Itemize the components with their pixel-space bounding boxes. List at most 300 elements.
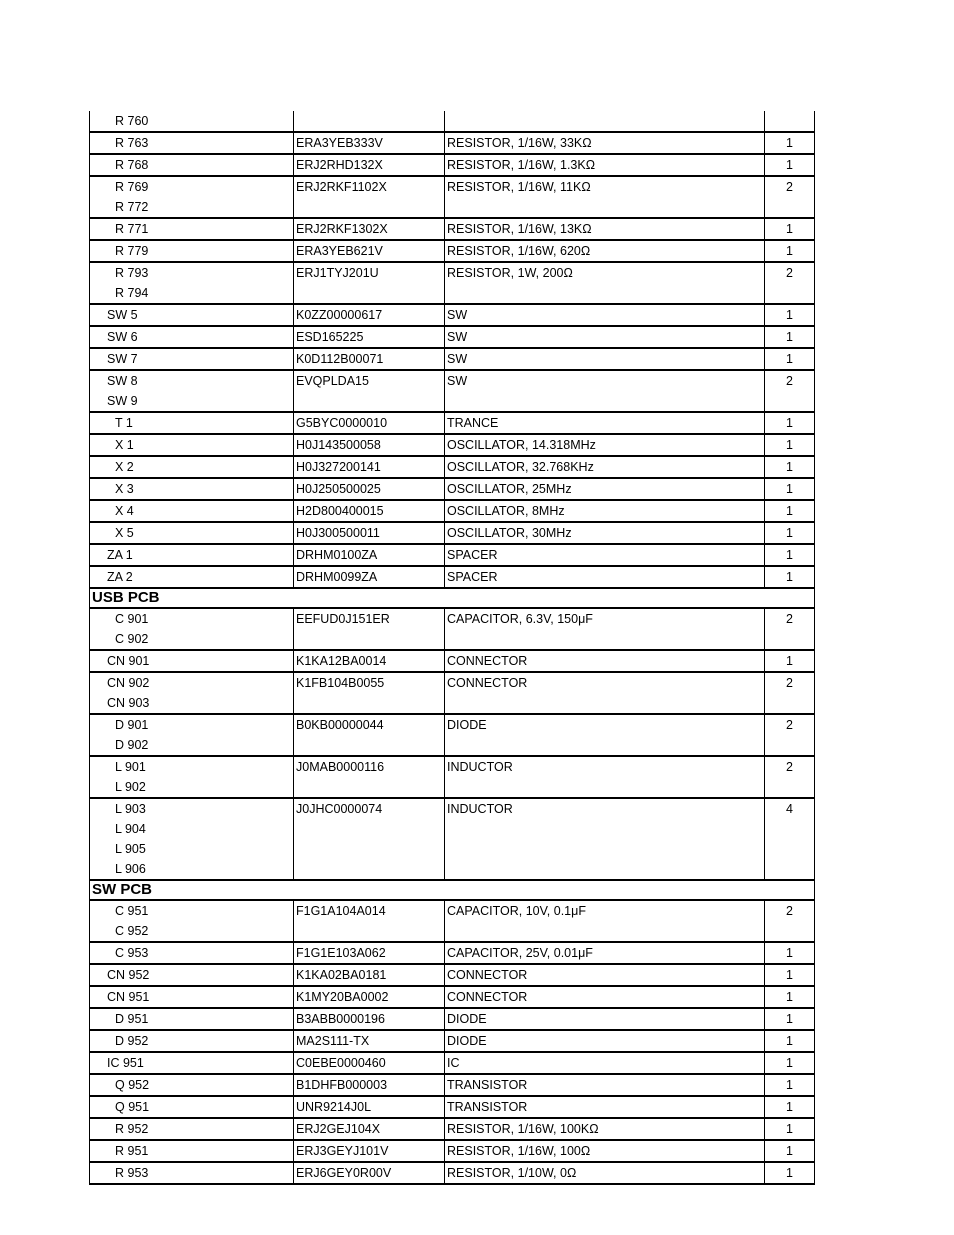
description-text: CAPACITOR, 10V, 0.1μF [447,904,586,918]
part-number-cell [294,942,445,964]
part-number-text: ERJ2RHD132X [296,158,383,172]
table-row [90,756,815,798]
reference-cell [90,218,294,240]
reference-designator: ZA 2 [107,570,133,584]
quantity-cell [765,964,815,986]
reference-designator: R 768 [115,158,149,172]
part-number-cell [294,714,445,756]
quantity-text: 1 [786,1012,793,1026]
reference-designator: C 953 [115,946,149,960]
reference-designator: D 952 [115,1034,149,1048]
part-number-text: J0JHC0000074 [296,802,383,816]
description-cell [445,370,765,412]
reference-cell [90,756,294,798]
description-text: RESISTOR, 1/16W, 1.3KΩ [447,158,596,172]
table-row [90,412,815,434]
reference-cell [90,1052,294,1074]
description-text: SW [447,330,468,344]
parts-list-body [90,111,815,1184]
reference-designator: IC 951 [107,1056,144,1070]
part-number-text: B3ABB0000196 [296,1012,385,1026]
quantity-text: 4 [786,802,793,816]
part-number-text: ERJ2RKF1302X [296,222,388,236]
reference-designator: C 952 [115,924,149,938]
reference-designator: L 901 [115,760,146,774]
quantity-text: 2 [786,676,793,690]
description-text: RESISTOR, 1/10W, 0Ω [447,1166,577,1180]
quantity-cell [765,500,815,522]
quantity-text: 2 [786,266,793,280]
reference-designator: CN 902 [107,676,150,690]
reference-cell [90,456,294,478]
table-row [90,1052,815,1074]
description-cell [445,500,765,522]
description-text: CAPACITOR, 25V, 0.01μF [447,946,593,960]
description-text: RESISTOR, 1/16W, 620Ω [447,244,591,258]
quantity-cell [765,370,815,412]
description-text: OSCILLATOR, 30MHz [447,526,572,540]
description-cell [445,326,765,348]
table-row [90,522,815,544]
description-cell [445,1030,765,1052]
part-number-cell [294,566,445,588]
quantity-text: 1 [786,222,793,236]
reference-designator: X 3 [115,482,134,496]
quantity-cell [765,900,815,942]
table-row [90,986,815,1008]
quantity-cell [765,942,815,964]
description-text: OSCILLATOR, 32.768KHz [447,460,594,474]
part-number-text: H2D800400015 [296,504,384,518]
reference-cell [90,326,294,348]
description-cell [445,566,765,588]
quantity-cell [765,326,815,348]
table-row [90,650,815,672]
part-number-text: ERJ6GEY0R00V [296,1166,392,1180]
table-row [90,942,815,964]
quantity-cell [765,608,815,650]
description-text: INDUCTOR [447,802,513,816]
description-text: SW [447,308,468,322]
quantity-cell [765,1118,815,1140]
reference-designator: T 1 [115,416,133,430]
description-text: TRANSISTOR [447,1100,528,1114]
quantity-text: 1 [786,482,793,496]
reference-designator: SW 5 [107,308,138,322]
description-text: INDUCTOR [447,760,513,774]
table-row [90,900,815,942]
part-number-text: MA2S111-TX [296,1034,370,1048]
part-number-text: ERJ3GEYJ101V [296,1144,389,1158]
part-number-cell [294,608,445,650]
reference-designator: R 763 [115,136,149,150]
table-row [90,500,815,522]
part-number-text: K1KA02BA0181 [296,968,387,982]
quantity-cell [765,714,815,756]
quantity-cell [765,544,815,566]
description-text: CONNECTOR [447,990,528,1004]
description-text: SW [447,352,468,366]
reference-designator: L 906 [115,862,146,876]
reference-cell [90,1140,294,1162]
description-cell [445,544,765,566]
reference-designator: X 4 [115,504,134,518]
part-number-cell [294,132,445,154]
table-row [90,798,815,880]
quantity-cell [765,522,815,544]
part-number-cell [294,1096,445,1118]
reference-designator: C 902 [115,632,149,646]
description-cell [445,1140,765,1162]
part-number-cell [294,111,445,132]
table-row [90,964,815,986]
quantity-text: 1 [786,330,793,344]
part-number-cell [294,262,445,304]
description-text: RESISTOR, 1/16W, 11KΩ [447,180,591,194]
quantity-cell [765,262,815,304]
description-text [445,111,764,131]
table-row [90,434,815,456]
quantity-cell [765,478,815,500]
reference-designator: L 904 [115,822,146,836]
part-number-cell [294,240,445,262]
section-title: USB PCB [90,588,815,608]
quantity-cell [765,1074,815,1096]
reference-designator: CN 952 [107,968,150,982]
quantity-cell [765,456,815,478]
quantity-cell [765,1030,815,1052]
reference-designator: SW 8 [107,374,138,388]
part-number-cell [294,522,445,544]
reference-cell [90,1162,294,1184]
reference-cell [90,1074,294,1096]
part-number-text: DRHM0100ZA [296,548,378,562]
part-number-cell [294,672,445,714]
table-row [90,218,815,240]
section-header-row [90,588,815,608]
part-number-text: DRHM0099ZA [296,570,378,584]
table-row [90,672,815,714]
part-number-text: EVQPLDA15 [296,374,369,388]
quantity-cell [765,672,815,714]
part-number-text: K1KA12BA0014 [296,654,387,668]
description-cell [445,478,765,500]
description-cell [445,650,765,672]
description-cell [445,1074,765,1096]
table-row [90,714,815,756]
table-row [90,111,815,132]
section-title: SW PCB [90,880,815,900]
section-header-row [90,880,815,900]
part-number-text: EEFUD0J151ER [296,612,390,626]
part-number-text: K0ZZ00000617 [296,308,383,322]
part-number-cell [294,176,445,218]
quantity-text: 1 [786,654,793,668]
reference-designator: CN 901 [107,654,150,668]
quantity-text: 1 [786,438,793,452]
quantity-text: 1 [786,504,793,518]
quantity-text: 2 [786,718,793,732]
part-number-cell [294,478,445,500]
reference-cell [90,240,294,262]
quantity-text: 2 [786,760,793,774]
table-row [90,132,815,154]
table-row [90,326,815,348]
reference-designator: SW 9 [107,394,138,408]
reference-designator: X 5 [115,526,134,540]
reference-cell [90,111,294,132]
table-row [90,348,815,370]
quantity-text: 1 [786,1166,793,1180]
table-row [90,478,815,500]
description-cell [445,522,765,544]
quantity-text: 2 [786,612,793,626]
quantity-cell [765,1096,815,1118]
part-number-text: ESD165225 [296,330,364,344]
quantity-cell [765,304,815,326]
part-number-cell [294,650,445,672]
quantity-text: 1 [786,352,793,366]
reference-cell [90,262,294,304]
quantity-text: 1 [786,136,793,150]
description-cell [445,608,765,650]
reference-cell [90,522,294,544]
part-number-cell [294,986,445,1008]
description-text: CONNECTOR [447,654,528,668]
description-text: CAPACITOR, 6.3V, 150μF [447,612,593,626]
part-number-cell [294,500,445,522]
description-cell [445,672,765,714]
part-number-text: H0J250500025 [296,482,381,496]
part-number-cell [294,1008,445,1030]
table-row [90,370,815,412]
part-number-cell [294,1074,445,1096]
part-number-cell [294,544,445,566]
reference-cell [90,900,294,942]
part-number-cell [294,348,445,370]
part-number-cell [294,370,445,412]
table-row [90,1096,815,1118]
description-text: DIODE [447,1012,487,1026]
quantity-cell [765,1052,815,1074]
reference-cell [90,348,294,370]
reference-designator: Q 952 [115,1078,150,1092]
quantity-cell [765,650,815,672]
reference-designator: SW 6 [107,330,138,344]
description-text: DIODE [447,718,487,732]
reference-designator: C 951 [115,904,149,918]
quantity-cell [765,240,815,262]
description-cell [445,756,765,798]
table-row [90,456,815,478]
description-text: DIODE [447,1034,487,1048]
description-cell [445,262,765,304]
part-number-text: K1FB104B0055 [296,676,385,690]
reference-cell [90,798,294,880]
table-row [90,1140,815,1162]
quantity-text: 1 [786,1056,793,1070]
quantity-cell [765,986,815,1008]
reference-designator: CN 951 [107,990,150,1004]
table-row [90,1030,815,1052]
reference-designator: ZA 1 [107,548,133,562]
quantity-cell [765,348,815,370]
part-number-cell [294,154,445,176]
description-cell [445,154,765,176]
quantity-text: 1 [786,308,793,322]
description-cell [445,1052,765,1074]
table-row [90,262,815,304]
table-row [90,176,815,218]
quantity-text: 1 [786,1122,793,1136]
description-text: RESISTOR, 1/16W, 100KΩ [447,1122,599,1136]
quantity-text: 1 [786,460,793,474]
description-text: OSCILLATOR, 14.318MHz [447,438,596,452]
description-cell [445,1118,765,1140]
part-number-text: ERJ1TYJ201U [296,266,379,280]
quantity-text: 1 [786,968,793,982]
part-number-text: ERA3YEB621V [296,244,383,258]
description-text: RESISTOR, 1/16W, 33KΩ [447,136,592,150]
description-cell [445,348,765,370]
description-cell [445,240,765,262]
parts-list-table [89,111,815,1185]
reference-cell [90,650,294,672]
description-text: TRANCE [447,416,499,430]
part-number-cell [294,1140,445,1162]
part-number-cell [294,756,445,798]
reference-designator: D 901 [115,718,149,732]
reference-designator: Q 951 [115,1100,150,1114]
table-row [90,1162,815,1184]
reference-cell [90,304,294,326]
reference-designator: R 772 [115,200,149,214]
part-number-cell [294,1030,445,1052]
reference-cell [90,412,294,434]
part-number-text: H0J300500011 [296,526,380,540]
reference-cell [90,478,294,500]
description-cell [445,218,765,240]
part-number-text [294,111,444,131]
quantity-text: 1 [786,526,793,540]
part-number-cell [294,964,445,986]
part-number-text: ERA3YEB333V [296,136,383,150]
reference-cell [90,544,294,566]
reference-cell [90,608,294,650]
part-number-cell [294,1162,445,1184]
reference-designator: D 951 [115,1012,149,1026]
quantity-cell [765,756,815,798]
quantity-text: 1 [786,158,793,172]
reference-cell [90,154,294,176]
table-row [90,240,815,262]
reference-designator: R 794 [115,286,149,300]
description-cell [445,714,765,756]
reference-cell [90,942,294,964]
part-number-text: ERJ2RKF1102X [296,180,387,194]
description-cell [445,176,765,218]
table-row [90,1008,815,1030]
reference-cell [90,1008,294,1030]
description-text: SPACER [447,570,498,584]
quantity-cell [765,566,815,588]
quantity-cell [765,176,815,218]
quantity-text: 1 [786,570,793,584]
reference-designator: R 771 [115,222,149,236]
description-cell [445,304,765,326]
quantity-text: 1 [786,1078,793,1092]
reference-designator: D 902 [115,738,149,752]
part-number-cell [294,1052,445,1074]
part-number-text: G5BYC0000010 [296,416,388,430]
part-number-text: B0KB00000044 [296,718,384,732]
reference-cell [90,370,294,412]
reference-designator: R 951 [115,1144,149,1158]
reference-cell [90,1096,294,1118]
description-text: SW [447,374,468,388]
description-text: CONNECTOR [447,968,528,982]
part-number-cell [294,412,445,434]
reference-cell [90,986,294,1008]
part-number-cell [294,326,445,348]
reference-designator: R 779 [115,244,149,258]
description-cell [445,1008,765,1030]
description-cell [445,1162,765,1184]
quantity-cell [765,218,815,240]
quantity-text: 1 [786,946,793,960]
quantity-text: 1 [786,1144,793,1158]
reference-cell [90,672,294,714]
table-row [90,304,815,326]
quantity-cell [765,1140,815,1162]
part-number-text: H0J327200141 [296,460,381,474]
reference-cell [90,714,294,756]
quantity-cell [765,154,815,176]
description-text: OSCILLATOR, 8MHz [447,504,565,518]
description-text: RESISTOR, 1/16W, 100Ω [447,1144,591,1158]
quantity-cell [765,798,815,880]
quantity-cell [765,412,815,434]
reference-designator: C 901 [115,612,149,626]
table-row [90,608,815,650]
table-row [90,566,815,588]
part-number-text: B1DHFB000003 [296,1078,388,1092]
table-row [90,544,815,566]
quantity-text: 2 [786,374,793,388]
reference-cell [90,964,294,986]
quantity-text: 1 [786,1034,793,1048]
part-number-cell [294,218,445,240]
description-cell [445,986,765,1008]
quantity-cell [765,111,815,132]
description-cell [445,412,765,434]
table-row [90,154,815,176]
reference-designator: X 1 [115,438,134,452]
part-number-text: K0D112B00071 [296,352,384,366]
quantity-text: 1 [786,244,793,258]
table-row [90,1118,815,1140]
part-number-text: K1MY20BA0002 [296,990,389,1004]
part-number-text: J0MAB0000116 [296,760,385,774]
description-cell [445,900,765,942]
description-cell [445,456,765,478]
part-number-text: ERJ2GEJ104X [296,1122,381,1136]
quantity-text: 2 [786,904,793,918]
reference-designator: L 902 [115,780,146,794]
part-number-cell [294,434,445,456]
reference-designator: R 793 [115,266,149,280]
reference-cell [90,500,294,522]
